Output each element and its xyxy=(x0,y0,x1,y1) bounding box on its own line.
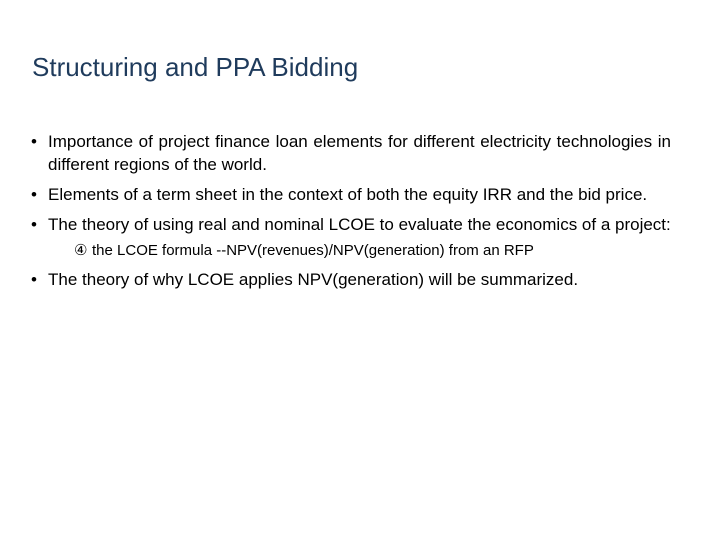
bullet-item-term-sheet xyxy=(31,183,671,206)
bullet-dot-icon: • xyxy=(31,215,37,234)
sub-bullet-text: the LCOE formula --NPV(revenues)/NPV(generation) from an RFP xyxy=(92,242,534,259)
bullet-item-lcoe-theory xyxy=(31,213,671,261)
slide-title: Structuring and PPA Bidding xyxy=(32,52,359,82)
bullet-item-npv-generation xyxy=(31,268,671,291)
circled-four-icon: ④ xyxy=(74,242,88,259)
sub-bullet-lcoe-formula xyxy=(48,241,671,261)
bullet-dot-icon: • xyxy=(31,132,37,151)
bullet-text: Elements of a term sheet in the context of both the equity IRR and the bid price. xyxy=(48,185,648,204)
bullet-dot-icon: • xyxy=(31,185,37,204)
bullet-dot-icon: • xyxy=(31,270,37,289)
bullet-list xyxy=(31,130,671,291)
bullet-text: The theory of using real and nominal LCOE to evaluate the economics of a project: xyxy=(48,215,671,234)
bullet-text: The theory of why LCOE applies NPV(generation) will be summarized. xyxy=(48,270,579,289)
bullet-text: Importance of project finance loan elements for different electricity technologies in different regions of the world. xyxy=(48,132,671,174)
bullet-item-project-finance xyxy=(31,130,671,176)
